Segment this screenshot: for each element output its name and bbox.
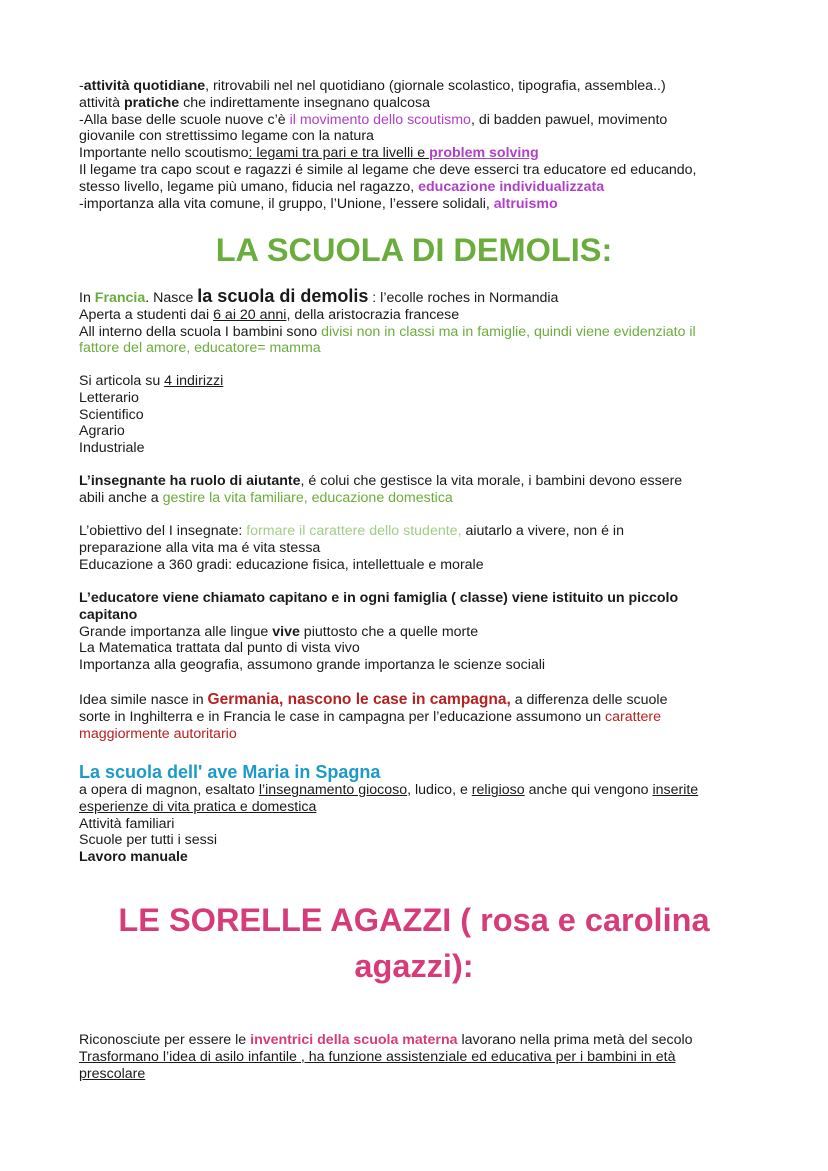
indirizzo-item: Letterario [79,389,139,406]
line-eta-studenti: Aperta a studenti dai 6 ai 20 anni, della aristocrazia francese [79,306,460,323]
line-geografia: Importanza alla geografia, assumono grande importanza le scienze sociali [79,657,546,674]
demolis-intro [79,288,759,357]
heading-sorelle-agazzi [0,897,828,989]
line-problem-solving: Importante nello scoutismo: legami tra pari e tra livelli e problem solving [79,145,539,162]
line-matematica: La Matematica trattata dal punto di vista vivo [79,640,360,657]
heading-scuola-demolis: LA SCUOLA DI DEMOLIS: [215,232,613,268]
line-scuole-sessi: Scuole per tutti i sessi [79,832,217,849]
line-indirizzi: Si articola su 4 indirizzi [79,373,224,389]
line-magnon: a opera di magnon, esaltato l’insegnamento giocoso, ludico, e religioso anche qui vengono inserite [79,782,699,798]
capitano-block [79,590,759,674]
line-attivita-pratiche: attività pratiche che indirettamente insegnano qualcosa [79,94,430,111]
line-asilo-infantile: Trasformano l’idea di asilo infantile , ha funzione assistenziale ed educativa per i bambini in età [79,1048,676,1065]
heading-ave-maria: La scuola dell' ave Maria in Spagna [79,762,381,782]
line-inventrici: Riconosciute per essere le inventrici della scuola materna lavorano nella prima metà del secolo [79,1032,693,1048]
line-autoritario: maggiormente autoritario [79,725,237,742]
line-vita-familiare: abili anche a gestire la vita familiare, educazione domestica [79,489,453,506]
indirizzo-item: Agrario [79,423,125,440]
line-attivita-quotidiane: -attività quotidiane, ritrovabili nel nel quotidiano (giornale scolastico, tipografia, assemblea..) [79,78,666,94]
line-prescolare: prescolare [79,1065,146,1082]
line-esperienze: esperienze di vita pratica e domestica [79,798,317,815]
line-vita-stessa: preparazione alla vita ma é vita stessa [79,539,321,556]
line-natura: giovanile con strettissimo legame con la natura [79,128,374,145]
line-lingue: Grande importanza alle lingue vive piuttosto che a quelle morte [79,623,479,640]
line-educazione-360: Educazione a 360 gradi: educazione fisica, intellettuale e morale [79,556,484,573]
ave-maria-section [79,762,759,866]
line-francia: In Francia. Nasce la scuola di demolis : l’ecolle roches in Normandia [79,286,559,306]
line-germania: Idea simile nasce in Germania, nascono le case in campagna, a differenza delle scuole [79,691,668,708]
insegnante-block [79,473,759,507]
line-inghilterra: sorte in Inghilterra e in Francia le case in campagna per l’educazione assumono un carattere [79,708,662,725]
line-lavoro-manuale: Lavoro manuale [79,849,188,866]
line-altruismo: -importanza alla vita comune, il gruppo, l’Unione, l’essere solidali, altruismo [79,195,558,212]
line-capitano-cont: capitano [79,606,138,623]
line-ruolo-aiutante: L’insegnante ha ruolo di aiutante, é colui che gestisce la vita morale, i bambini devono essere [79,473,683,489]
germania-block [79,692,759,742]
line-capitano: L’educatore viene chiamato capitano e in ogni famiglia ( classe) viene istituito un piccolo [79,590,679,606]
agazzi-section [79,1032,759,1082]
line-legame-capo-scout: Il legame tra capo scout e ragazzi é simile al legame che deve esserci tra educatore ed educando, [79,161,697,178]
line-obiettivo: L’obiettivo del I insegnate: formare il carattere dello studente, aiutarlo a vivere, non é in [79,523,624,539]
indirizzo-item: Scientifico [79,406,144,423]
line-famiglie: All interno della scuola I bambini sono divisi non in classi ma in famiglie, quindi viene evidenziato il [79,323,696,340]
heading-agazzi-line1: LE SORELLE AGAZZI ( rosa e carolina [118,902,710,938]
line-movimento-scoutismo: -Alla base delle scuole nuove c’è il movimento dello scoutismo, di badden pawuel, movimento [79,111,668,128]
obiettivo-block [79,523,759,573]
line-attivita-familiari: Attività familiari [79,815,175,832]
indirizzo-item: Industriale [79,440,145,457]
line-educazione-individualizzata: stesso livello, legame più umano, fiducia nel ragazzo, educazione individualizzata [79,178,605,195]
heading-agazzi-line2: agazzi): [354,948,474,984]
line-fattore-amore: fattore del amore, educatore= mamma [79,340,321,357]
indirizzi-block [79,373,759,457]
scoutismo-section [79,78,759,212]
